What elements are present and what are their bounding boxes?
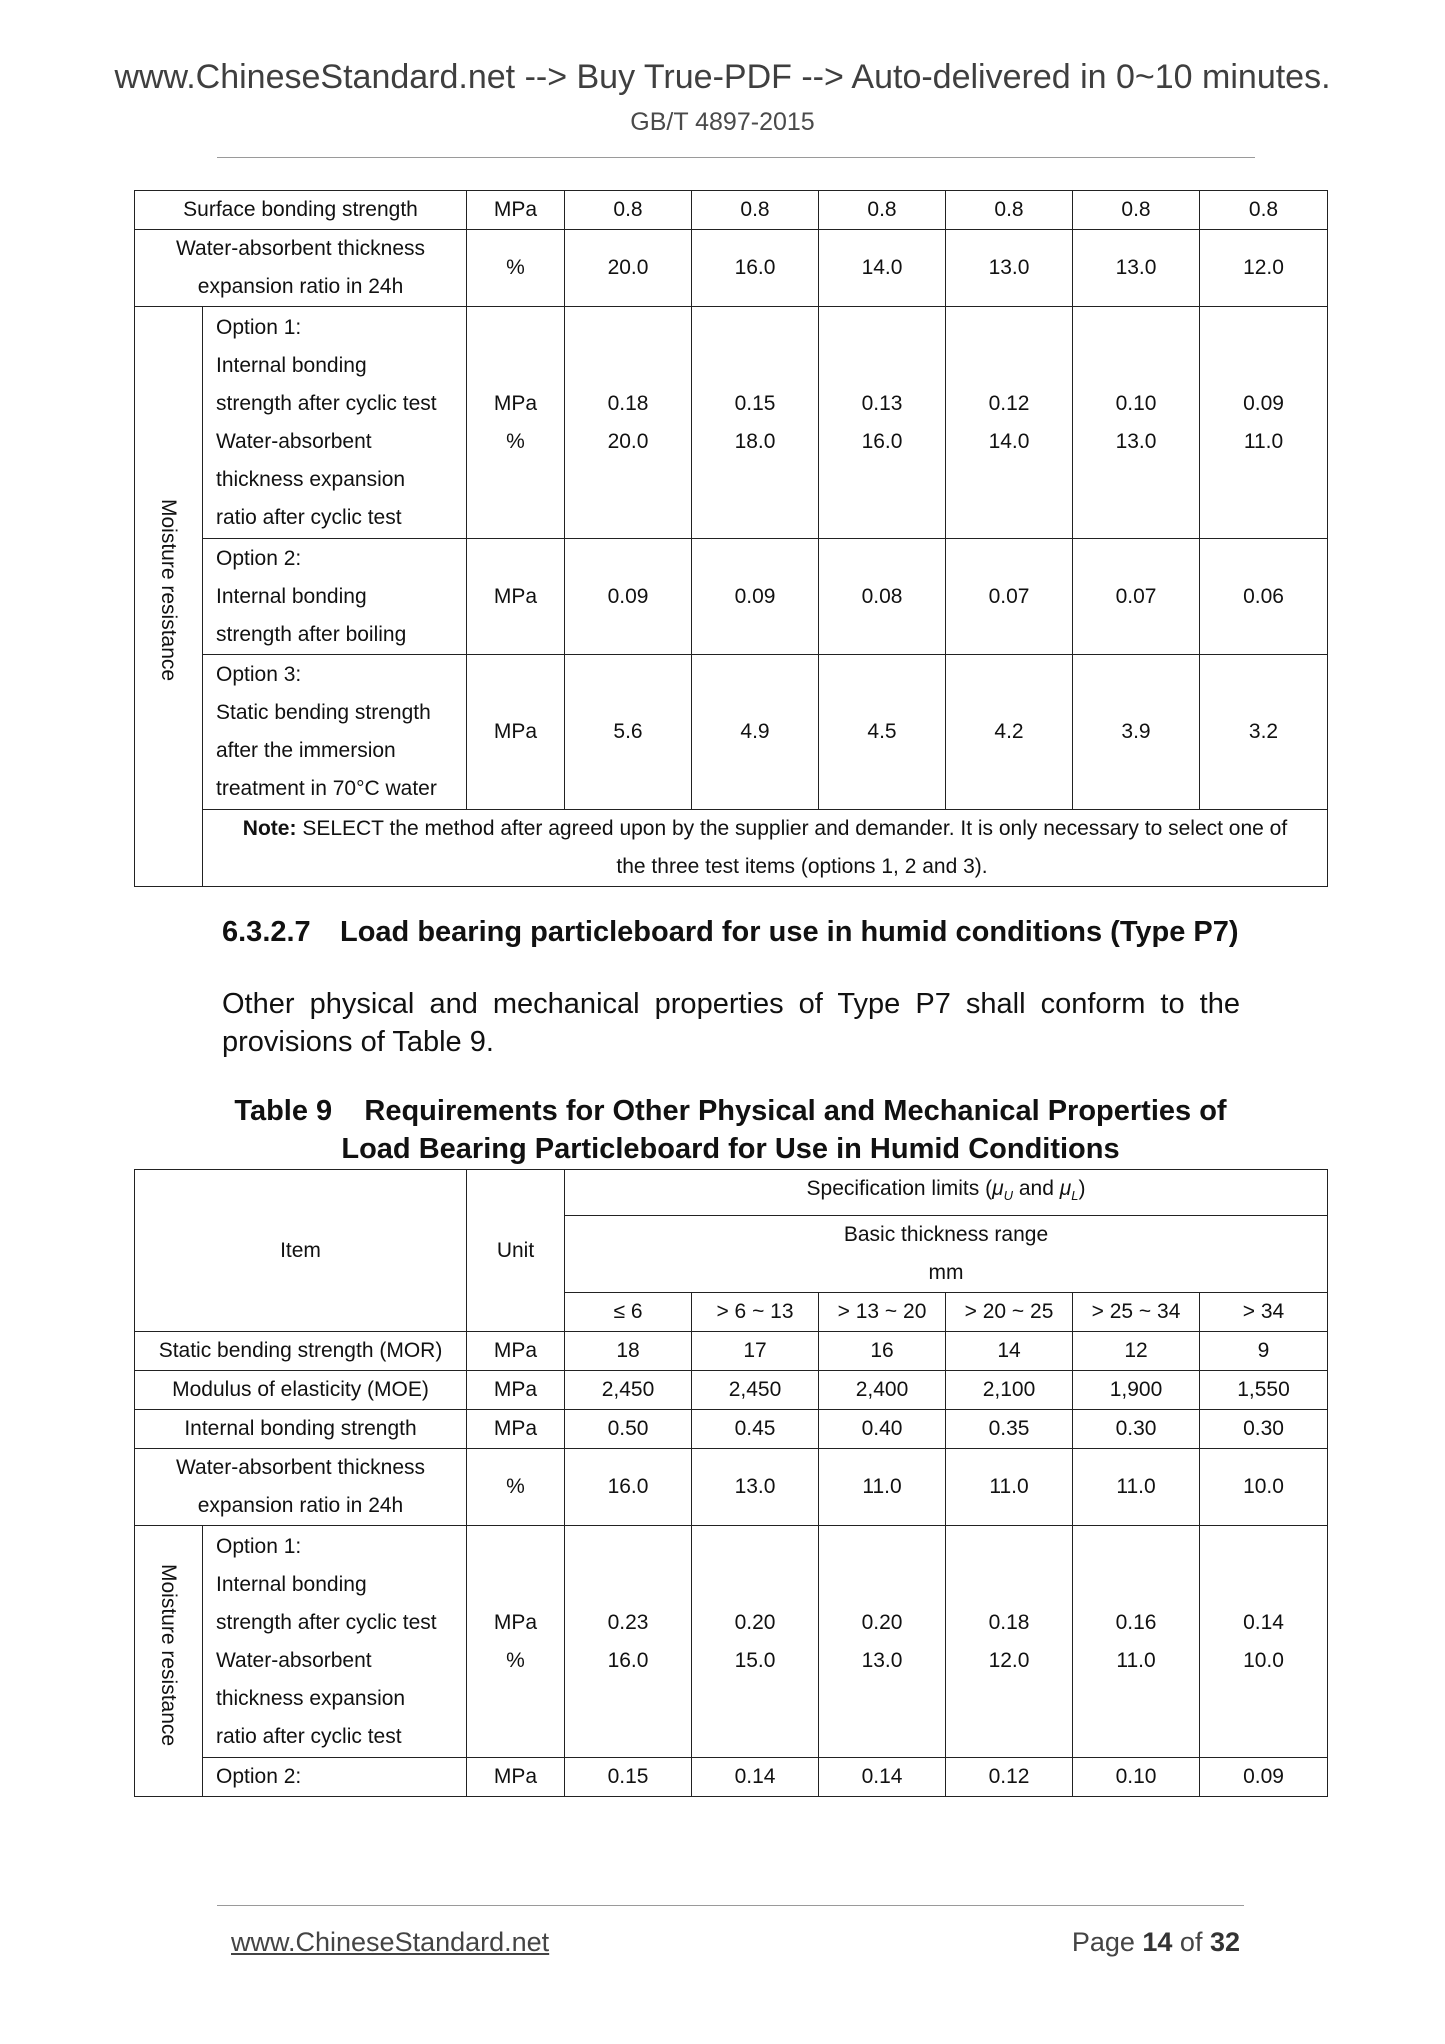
cell-value: 16.0 bbox=[692, 230, 819, 307]
row-item: Static bending strength (MOR) bbox=[135, 1332, 467, 1371]
moisture-resistance-label-cell bbox=[135, 307, 203, 887]
cell-value: 0.8 bbox=[692, 191, 819, 230]
row-unit: MPa bbox=[467, 1371, 565, 1410]
cell-value: 11.0 bbox=[946, 1449, 1073, 1526]
cell-value: 9 bbox=[1200, 1332, 1328, 1371]
header-range: > 13 ~ 20 bbox=[819, 1293, 946, 1332]
value-line: 0.20 bbox=[861, 1610, 903, 1634]
item-line: Option 1: bbox=[216, 315, 302, 339]
cell-value: 0.8 bbox=[565, 191, 692, 230]
table-row bbox=[135, 307, 1328, 539]
sub-l: L bbox=[1071, 1188, 1079, 1204]
option-3-item bbox=[203, 655, 467, 810]
cell-value: 0.07 bbox=[1073, 539, 1200, 655]
cell-value: 0.09 bbox=[692, 539, 819, 655]
cell-value: 11.0 bbox=[1073, 1449, 1200, 1526]
cell-value: 14 bbox=[946, 1332, 1073, 1371]
unit-line: MPa bbox=[493, 1610, 538, 1634]
option-1-item bbox=[203, 1526, 467, 1758]
cell-value: 13.0 bbox=[946, 230, 1073, 307]
range-unit: mm bbox=[928, 1261, 964, 1285]
value-line: 18.0 bbox=[734, 429, 776, 453]
cell-value: 0.30 bbox=[1073, 1410, 1200, 1449]
cell-value: 0.09 bbox=[1200, 1758, 1328, 1797]
header-thickness-range bbox=[565, 1216, 1328, 1293]
header-range: > 20 ~ 25 bbox=[946, 1293, 1073, 1332]
table-row bbox=[135, 1410, 1328, 1449]
note-text: the three test items (options 1, 2 and 3). bbox=[616, 855, 988, 878]
row-item: Modulus of elasticity (MOE) bbox=[135, 1371, 467, 1410]
value-line: 0.18 bbox=[607, 391, 649, 415]
cell-value: 0.10 bbox=[1073, 1758, 1200, 1797]
item-line: Static bending strength bbox=[216, 701, 431, 724]
item-line: thickness expansion bbox=[216, 467, 406, 491]
table-row bbox=[135, 191, 1328, 230]
value-line: 16.0 bbox=[861, 429, 903, 453]
page-prefix: Page bbox=[1071, 1927, 1143, 1957]
cell-value: 0.8 bbox=[1073, 191, 1200, 230]
table-row bbox=[135, 1371, 1328, 1410]
header-range: > 6 ~ 13 bbox=[692, 1293, 819, 1332]
row-unit: % bbox=[467, 1449, 565, 1526]
item-line: treatment in 70°C water bbox=[216, 777, 437, 800]
value-line: 0.15 bbox=[734, 391, 776, 415]
cell-value: 0.40 bbox=[819, 1410, 946, 1449]
table-9 bbox=[134, 1169, 1328, 1797]
table-row bbox=[135, 1449, 1328, 1526]
value-line: 15.0 bbox=[734, 1648, 776, 1672]
option-2-item: Option 2: bbox=[203, 1758, 467, 1797]
moisture-resistance-label: Moisture resistance bbox=[157, 498, 180, 682]
cell-value: 13.0 bbox=[692, 1449, 819, 1526]
value-line: 14.0 bbox=[988, 429, 1030, 453]
item-line: Option 1: bbox=[216, 1534, 302, 1558]
cell-value: 16.0 bbox=[565, 1449, 692, 1526]
cell-value: 0.30 bbox=[1200, 1410, 1328, 1449]
row-unit: MPa bbox=[467, 1410, 565, 1449]
cell-value: 1,900 bbox=[1073, 1371, 1200, 1410]
table-row bbox=[135, 230, 1328, 307]
footer-site-link[interactable]: www.ChineseStandard.net bbox=[231, 1927, 550, 1957]
row-unit: MPa bbox=[467, 1332, 565, 1371]
cell-value bbox=[1200, 307, 1328, 539]
value-line: 0.18 bbox=[988, 1610, 1030, 1634]
item-line: ratio after cyclic test bbox=[216, 505, 402, 529]
table-caption-line: Table 9 Requirements for Other Physical and Mechanical Properties of bbox=[234, 1095, 1227, 1127]
table-row bbox=[135, 1332, 1328, 1371]
spec-text: ) bbox=[1078, 1177, 1086, 1200]
row-item-line: expansion ratio in 24h bbox=[197, 1494, 404, 1518]
cell-value bbox=[946, 1526, 1073, 1758]
cell-value bbox=[1073, 1526, 1200, 1758]
cell-value bbox=[565, 307, 692, 539]
header-range: > 34 bbox=[1200, 1293, 1328, 1332]
cell-value: 2,400 bbox=[819, 1371, 946, 1410]
unit-line: % bbox=[506, 1648, 525, 1672]
table-row bbox=[135, 539, 1328, 655]
spec-text: and bbox=[1013, 1177, 1060, 1200]
row-item-line: Water-absorbent thickness bbox=[176, 1456, 425, 1480]
page-current: 14 bbox=[1142, 1927, 1173, 1957]
cell-value: 0.35 bbox=[946, 1410, 1073, 1449]
option-1-item bbox=[203, 307, 467, 539]
value-line: 11.0 bbox=[1243, 429, 1284, 453]
cell-value bbox=[946, 307, 1073, 539]
cell-value: 4.5 bbox=[819, 655, 946, 810]
item-line: strength after cyclic test bbox=[216, 1610, 437, 1634]
standard-number: GB/T 4897-2015 bbox=[630, 108, 815, 136]
header-range: ≤ 6 bbox=[565, 1293, 692, 1332]
item-line: thickness expansion bbox=[216, 1686, 406, 1710]
table-row bbox=[135, 810, 1328, 887]
row-unit: MPa bbox=[467, 539, 565, 655]
cell-value: 11.0 bbox=[819, 1449, 946, 1526]
item-line: Internal bonding bbox=[216, 353, 367, 377]
unit-line: MPa bbox=[493, 391, 538, 415]
value-line: 0.13 bbox=[861, 391, 903, 415]
cell-value: 0.14 bbox=[692, 1758, 819, 1797]
cell-value: 20.0 bbox=[565, 230, 692, 307]
table-row bbox=[135, 1526, 1328, 1758]
item-line: Internal bonding bbox=[216, 1572, 367, 1596]
cell-value: 12.0 bbox=[1200, 230, 1328, 307]
item-line: ratio after cyclic test bbox=[216, 1724, 402, 1748]
section-title: Load bearing particleboard for use in humid conditions (Type P7) bbox=[340, 916, 1239, 948]
value-line: 16.0 bbox=[607, 1648, 649, 1672]
table-caption-line: Load Bearing Particleboard for Use in Humid Conditions bbox=[341, 1133, 1120, 1165]
item-line: strength after cyclic test bbox=[216, 391, 437, 415]
cell-value bbox=[1073, 307, 1200, 539]
cell-value: 0.12 bbox=[946, 1758, 1073, 1797]
row-item-line: expansion ratio in 24h bbox=[197, 275, 404, 298]
cell-value bbox=[565, 1526, 692, 1758]
note-label: Note: bbox=[242, 817, 297, 840]
cell-value bbox=[692, 307, 819, 539]
item-line: Internal bonding bbox=[216, 584, 367, 608]
cell-value: 0.14 bbox=[819, 1758, 946, 1797]
cell-value: 3.2 bbox=[1200, 655, 1328, 810]
section-heading bbox=[222, 916, 1239, 949]
value-line: 0.10 bbox=[1115, 391, 1157, 415]
value-line: 20.0 bbox=[607, 429, 649, 453]
cell-value: 0.50 bbox=[565, 1410, 692, 1449]
cell-value: 3.9 bbox=[1073, 655, 1200, 810]
range-label: Basic thickness range bbox=[843, 1223, 1049, 1247]
mu-symbol: μ bbox=[1059, 1177, 1072, 1200]
row-unit: MPa bbox=[467, 191, 565, 230]
value-line: 0.20 bbox=[734, 1610, 776, 1634]
cell-value: 0.8 bbox=[819, 191, 946, 230]
cell-value: 0.06 bbox=[1200, 539, 1328, 655]
unit-line: % bbox=[506, 429, 525, 453]
cell-value: 2,450 bbox=[565, 1371, 692, 1410]
value-line: 0.12 bbox=[988, 391, 1030, 415]
header-divider bbox=[217, 157, 1255, 158]
cell-value: 17 bbox=[692, 1332, 819, 1371]
row-item-line: Water-absorbent thickness bbox=[176, 237, 425, 260]
table-8-continued bbox=[134, 190, 1328, 887]
row-unit: % bbox=[467, 230, 565, 307]
note-text: SELECT the method after agreed upon by the supplier and demander. It is only necessary to select one of bbox=[302, 817, 1288, 840]
table-note bbox=[203, 810, 1328, 887]
value-line: 11.0 bbox=[1116, 1648, 1156, 1672]
section-paragraph: Other physical and mechanical properties of Type P7 shall conform to the provisions of Table 9. bbox=[222, 988, 1240, 1058]
row-item: Internal bonding strength bbox=[135, 1410, 467, 1449]
cell-value: 4.2 bbox=[946, 655, 1073, 810]
cell-value: 0.09 bbox=[565, 539, 692, 655]
footer-divider bbox=[217, 1905, 1244, 1906]
item-line: after the immersion bbox=[216, 739, 396, 762]
header-unit: Unit bbox=[467, 1170, 565, 1332]
row-item bbox=[135, 230, 467, 307]
value-line: 0.09 bbox=[1243, 391, 1284, 415]
item-line: strength after boiling bbox=[216, 622, 407, 646]
option-1-units bbox=[467, 307, 565, 539]
header-spec-limits bbox=[565, 1170, 1328, 1216]
cell-value: 18 bbox=[565, 1332, 692, 1371]
cell-value: 13.0 bbox=[1073, 230, 1200, 307]
cell-value: 12 bbox=[1073, 1332, 1200, 1371]
page-number bbox=[1072, 1927, 1240, 1958]
cell-value: 10.0 bbox=[1200, 1449, 1328, 1526]
spec-text: Specification limits ( bbox=[806, 1177, 993, 1200]
page-of: of bbox=[1172, 1927, 1210, 1957]
value-line: 12.0 bbox=[988, 1648, 1030, 1672]
header-banner: www.ChineseStandard.net --> Buy True-PDF --> Auto-delivered in 0~10 minutes. bbox=[114, 58, 1331, 96]
section-number: 6.3.2.7 bbox=[222, 916, 311, 948]
cell-value: 5.6 bbox=[565, 655, 692, 810]
value-line: 0.16 bbox=[1115, 1610, 1157, 1634]
sub-u: U bbox=[1003, 1188, 1013, 1204]
header-range: > 25 ~ 34 bbox=[1073, 1293, 1200, 1332]
table-caption bbox=[134, 1092, 1327, 1168]
item-line: Option 3: bbox=[216, 663, 302, 686]
cell-value: 0.08 bbox=[819, 539, 946, 655]
cell-value: 0.8 bbox=[946, 191, 1073, 230]
moisture-resistance-label: Moisture resistance bbox=[157, 1563, 180, 1746]
item-line: Option 2: bbox=[216, 546, 302, 570]
page-total: 32 bbox=[1209, 1927, 1240, 1957]
table-row bbox=[135, 1758, 1328, 1797]
row-unit: MPa bbox=[467, 655, 565, 810]
value-line: 0.23 bbox=[607, 1610, 649, 1634]
table-header-row bbox=[135, 1170, 1328, 1216]
cell-value bbox=[692, 1526, 819, 1758]
cell-value: 0.8 bbox=[1200, 191, 1328, 230]
cell-value: 0.45 bbox=[692, 1410, 819, 1449]
row-item: Surface bonding strength bbox=[135, 191, 467, 230]
cell-value: 14.0 bbox=[819, 230, 946, 307]
row-item bbox=[135, 1449, 467, 1526]
option-2-item bbox=[203, 539, 467, 655]
value-line: 0.14 bbox=[1243, 1610, 1284, 1634]
cell-value bbox=[819, 1526, 946, 1758]
cell-value: 0.07 bbox=[946, 539, 1073, 655]
value-line: 13.0 bbox=[1115, 429, 1157, 453]
cell-value bbox=[819, 307, 946, 539]
item-line: Water-absorbent bbox=[216, 1648, 372, 1672]
value-line: 10.0 bbox=[1243, 1648, 1284, 1672]
item-line: Water-absorbent bbox=[216, 429, 372, 453]
cell-value: 0.15 bbox=[565, 1758, 692, 1797]
mu-symbol: μ bbox=[992, 1177, 1004, 1200]
cell-value: 2,100 bbox=[946, 1371, 1073, 1410]
option-1-units bbox=[467, 1526, 565, 1758]
cell-value: 1,550 bbox=[1200, 1371, 1328, 1410]
moisture-resistance-label-cell bbox=[135, 1526, 203, 1797]
table-row bbox=[135, 655, 1328, 810]
value-line: 13.0 bbox=[861, 1648, 903, 1672]
cell-value bbox=[1200, 1526, 1328, 1758]
cell-value: 16 bbox=[819, 1332, 946, 1371]
header-item: Item bbox=[135, 1170, 467, 1332]
cell-value: 2,450 bbox=[692, 1371, 819, 1410]
cell-value: 4.9 bbox=[692, 655, 819, 810]
row-unit: MPa bbox=[467, 1758, 565, 1797]
